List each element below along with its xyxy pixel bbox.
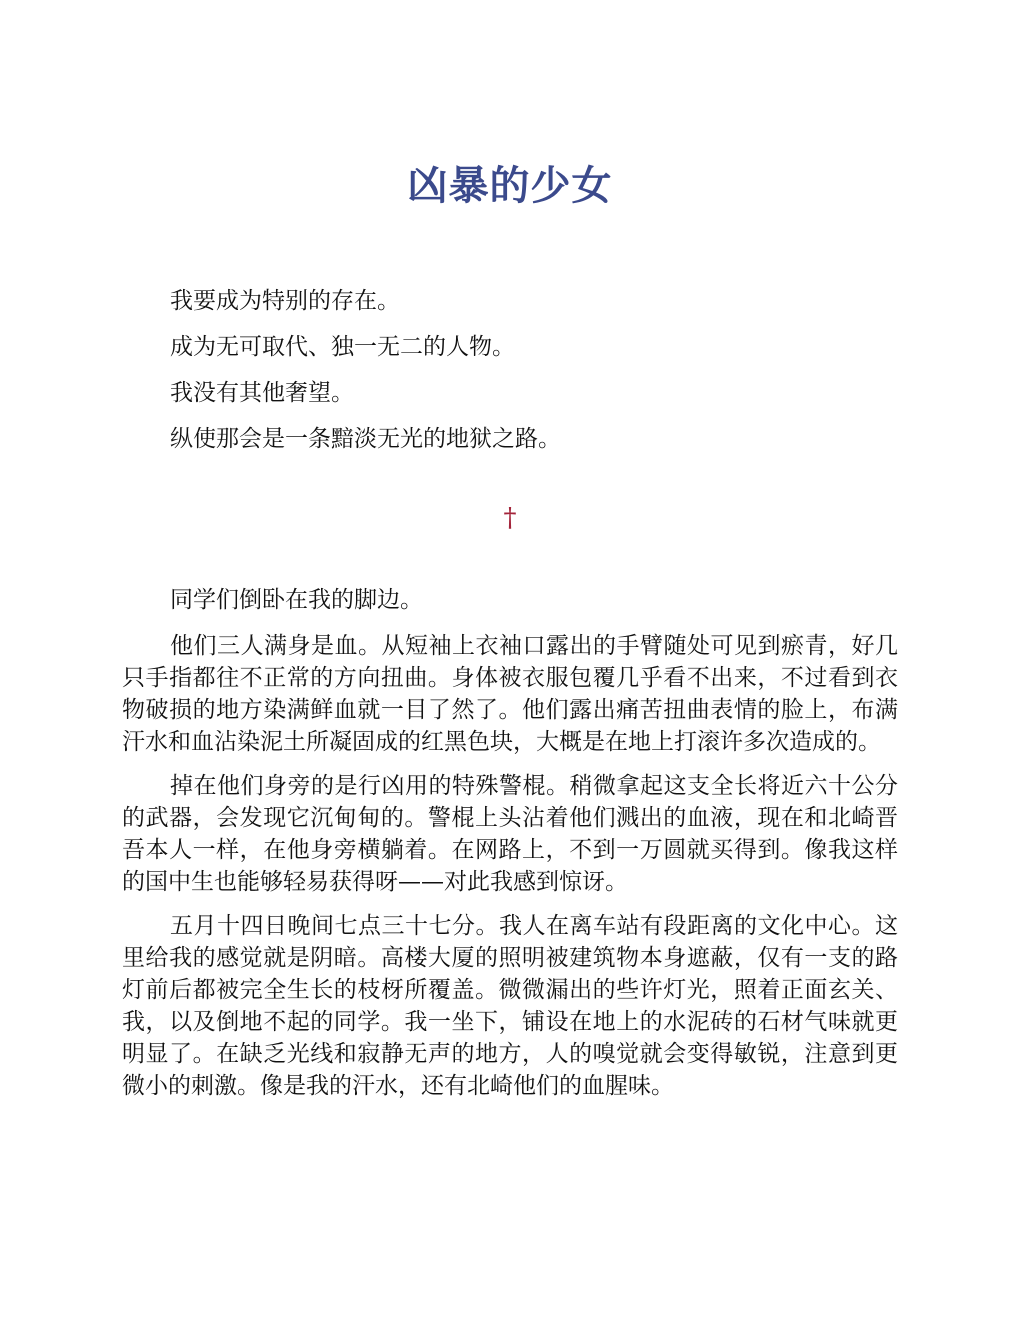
paragraph: 他们三人满身是血。从短袖上衣袖口露出的手臂随处可见到瘀青，好几只手指都往不正常的方向扭曲。身体被衣服包覆几乎看不出来，不过看到衣物破损的地方染满鲜血就一目了然了。他们露出痛苦扭曲表情的脸上，布满汗水和血沾染泥土所凝固成的红黑色块，大概是在地上打滚许多次造成的。 <box>122 633 898 755</box>
poem-line: 成为无可取代、独一无二的人物。 <box>170 334 515 360</box>
page-title: 凶暴的少女 <box>407 163 613 209</box>
paragraph: 同学们倒卧在我的脚边。 <box>170 587 423 613</box>
poem-line: 我没有其他奢望。 <box>170 380 354 406</box>
section-separator-dagger: † <box>503 503 517 533</box>
poem-line: 我要成为特别的存在。 <box>170 288 400 314</box>
poem-line: 纵使那会是一条黯淡无光的地狱之路。 <box>170 426 561 452</box>
body-text <box>122 584 898 1114</box>
opening-poem <box>122 278 902 462</box>
paragraph: 掉在他们身旁的是行凶用的特殊警棍。稍微拿起这支全长将近六十公分的武器，会发现它沉甸甸的。警棍上头沾着他们溅出的血液，现在和北崎晋吾本人一样，在他身旁横躺着。在网路上，不到一万圆就买得到。像我这样的国中生也能够轻易获得呀——对此我感到惊讶。 <box>122 773 898 895</box>
paragraph: 五月十四日晚间七点三十七分。我人在离车站有段距离的文化中心。这里给我的感觉就是阴暗。高楼大厦的照明被建筑物本身遮蔽，仅有一支的路灯前后都被完全生长的枝枒所覆盖。微微漏出的些许灯光，照着正面玄关、我，以及倒地不起的同学。我一坐下，铺设在地上的水泥砖的石材气味就更明显了。在缺乏光线和寂静无声的地方，人的嗅觉就会变得敏锐，注意到更微小的刺激。像是我的汗水，还有北崎他们的血腥味。 <box>122 913 898 1099</box>
